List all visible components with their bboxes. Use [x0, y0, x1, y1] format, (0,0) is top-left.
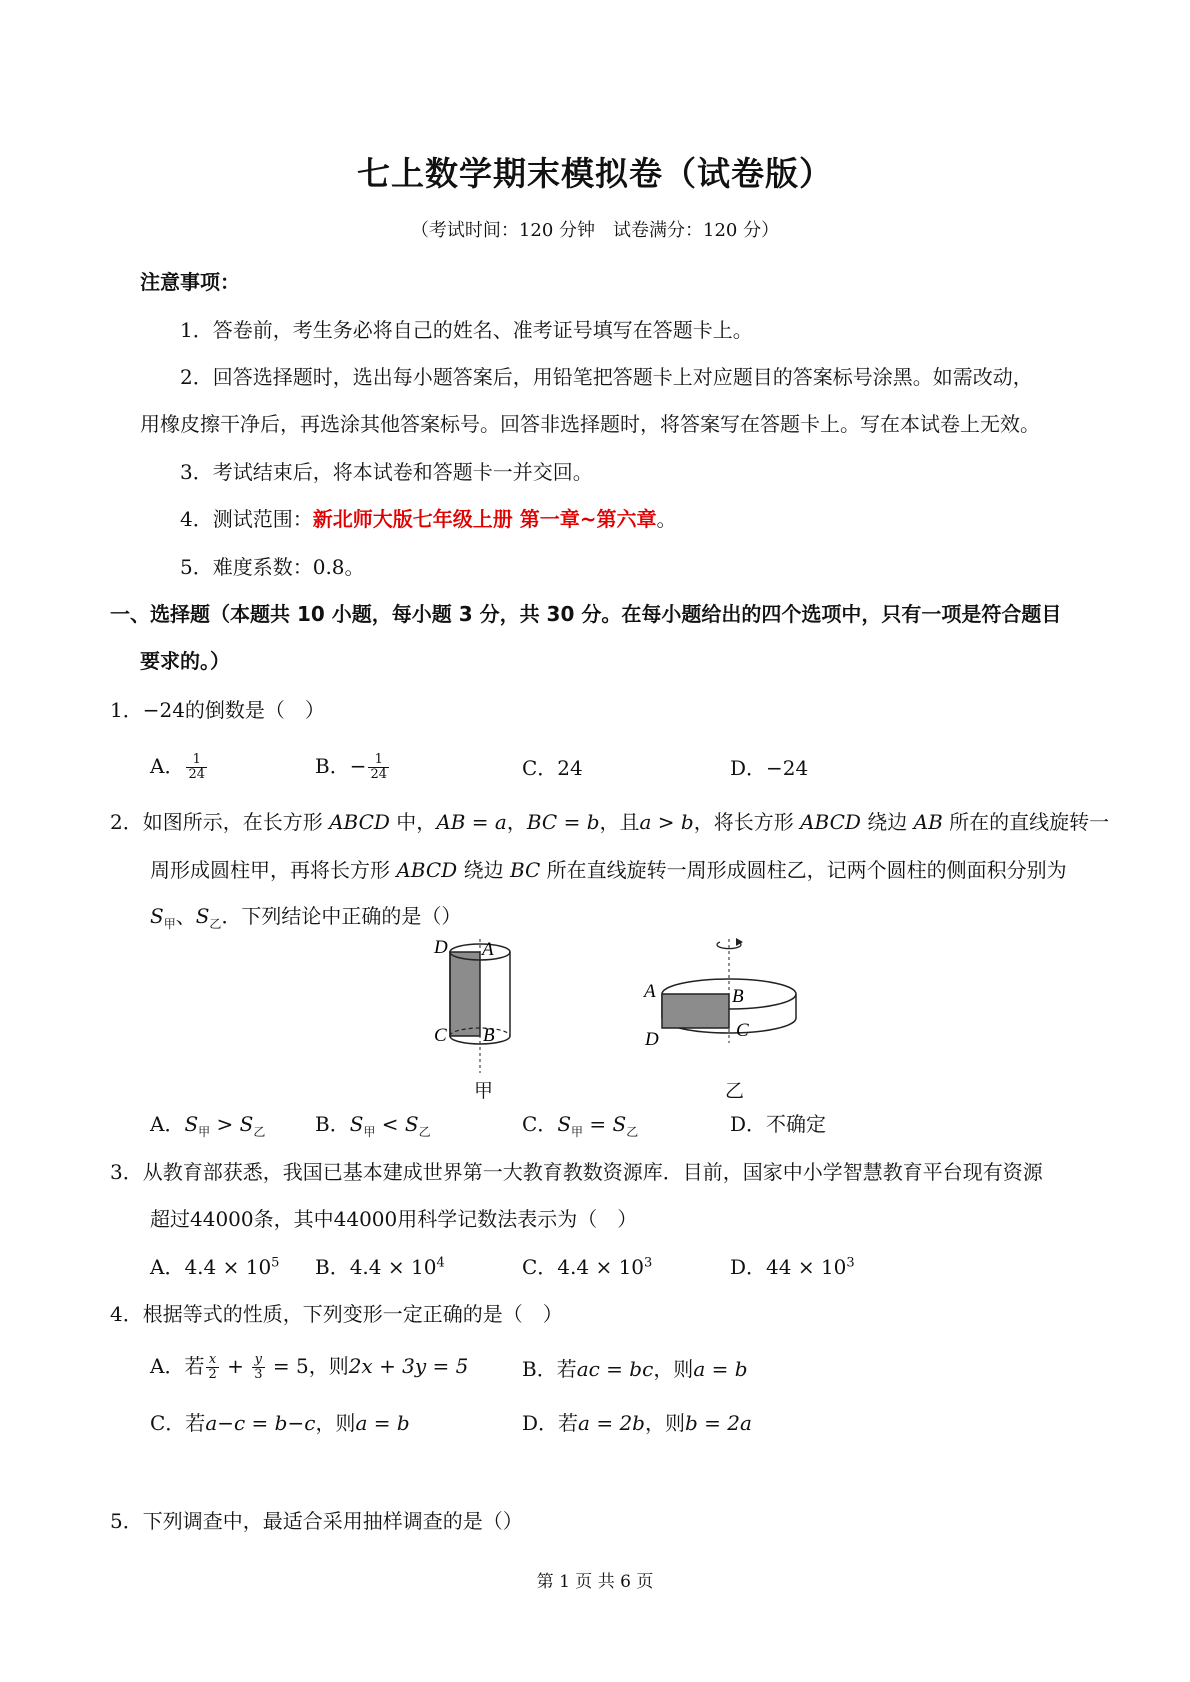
q1-option-b — [315, 750, 391, 782]
notes-heading: 注意事项： — [140, 270, 240, 294]
cylinder-yi-figure — [640, 935, 810, 1055]
q2-option-d: D．不确定 — [730, 1112, 827, 1136]
note-4 — [180, 503, 676, 532]
q4-option-c: C．若a−c = b−c，则a = b — [150, 1411, 410, 1435]
fig-jia-label-b: B — [483, 1025, 495, 1046]
q1-option-d: D．−24 — [730, 756, 809, 780]
note-3: 3．考试结束后，将本试卷和答题卡一并交回。 — [180, 460, 593, 484]
exam-info: （考试时间：120 分钟 试卷满分：120 分） — [410, 220, 780, 241]
fig-caption-jia: 甲 — [474, 1080, 494, 1102]
q1-b-label: B．− — [315, 754, 367, 778]
fig-yi-label-c: C — [736, 1020, 749, 1041]
q3-line-1: 3．从教育部获悉，我国已基本建成世界第一大教育教数资源库．目前，国家中小学智慧教育平台现有资源 — [110, 1160, 1043, 1184]
q4-option-b: B．若ac = bc，则a = b — [522, 1357, 748, 1381]
rectangle-abcd-shaded — [450, 952, 480, 1036]
fig-yi-label-d: D — [645, 1029, 659, 1050]
q1-b-fraction: $\frac{1}{24}$ — [370, 752, 388, 782]
q1-option-a — [150, 750, 209, 782]
q3-line-2: 超过44000条，其中44000用科学记数法表示为（ ） — [150, 1207, 638, 1231]
q3-option-a: A．$4.4 \times 10^5$ — [150, 1255, 280, 1279]
rotation-arrowhead — [736, 938, 743, 946]
test-range: 新北师大版七年级上册 第一章~第六章 — [312, 507, 657, 531]
q3-option-b: B．$4.4 \times 10^4$ — [315, 1255, 445, 1279]
q3-option-c: C．$4.4 \times 10^3$ — [522, 1255, 653, 1279]
note-5: 5．难度系数：0.8。 — [180, 555, 365, 579]
q2-option-b: B．$S_甲 < S_乙$ — [315, 1112, 431, 1139]
note-4-prefix: 4．测试范围： — [180, 507, 313, 531]
q4-stem: 4．根据等式的性质，下列变形一定正确的是（ ） — [110, 1302, 563, 1326]
section-1-heading: 一、选择题（本题共 10 小题，每小题 3 分，共 30 分。在每小题给出的四个选项中，只有一项是符合题目 — [110, 602, 1062, 626]
fig-jia-label-d: D — [434, 937, 448, 958]
q2-line-2: 周形成圆柱甲，再将长方形 ABCD 绕边 BC 所在直线旋转一周形成圆柱乙，记两个圆柱的侧面积分别为 — [150, 858, 1067, 882]
fig-yi-label-a: A — [644, 981, 656, 1002]
q3-option-d: D．$44 \times 10^3$ — [730, 1255, 855, 1279]
section-1-heading-cont: 要求的。） — [140, 649, 230, 673]
q2-option-a: A．$S_甲 > S_乙$ — [150, 1112, 266, 1139]
note-2-line-2: 用橡皮擦干净后，再选涂其他答案标号。回答非选择题时，将答案写在答题卡上。写在本试卷上无效。 — [140, 412, 1040, 436]
q2-line-3: $S_甲$、$S_乙$．下列结论中正确的是（） — [150, 904, 462, 931]
fig-jia-label-a: A — [482, 939, 494, 960]
fig-jia-label-c: C — [434, 1025, 447, 1046]
page-title: 七上数学期末模拟卷（试卷版） — [357, 154, 833, 193]
q1-a-fraction: $\frac{1}{24}$ — [188, 752, 205, 782]
fig-caption-yi: 乙 — [725, 1080, 745, 1102]
note-1: 1．答卷前，考生务必将自己的姓名、准考证号填写在答题卡上。 — [180, 318, 753, 342]
q4-option-d: D．若a = 2b，则b = 2a — [522, 1411, 752, 1435]
q5-stem: 5．下列调查中，最适合采用抽样调查的是（） — [110, 1509, 523, 1533]
note-2-line-1: 2．回答选择题时，选出每小题答案后，用铅笔把答题卡上对应题目的答案标号涂黑。如需改动， — [180, 365, 1033, 389]
q4-option-a: A．若 $\frac{x}{2}$ + $\frac{y}{3}$ = 5，则2x + 3y = 5 — [150, 1352, 469, 1382]
q1-option-c: C．24 — [522, 756, 583, 780]
q2-line-1: 2．如图所示，在长方形 ABCD 中，AB = a，BC = b，且a > b，将长方形 ABCD 绕边 AB 所在的直线旋转一 — [110, 810, 1110, 834]
note-4-suffix: 。 — [656, 507, 677, 531]
q2-option-c: C．$S_甲 = S_乙$ — [522, 1112, 639, 1139]
q1-a-label: A． — [150, 754, 185, 778]
q1-stem: 1．−24的倒数是（ ） — [110, 698, 325, 722]
rectangle-abcd-shaded-yi — [662, 994, 729, 1028]
page-footer: 第 1 页 共 6 页 — [536, 1572, 654, 1592]
fig-yi-label-b: B — [732, 986, 744, 1007]
